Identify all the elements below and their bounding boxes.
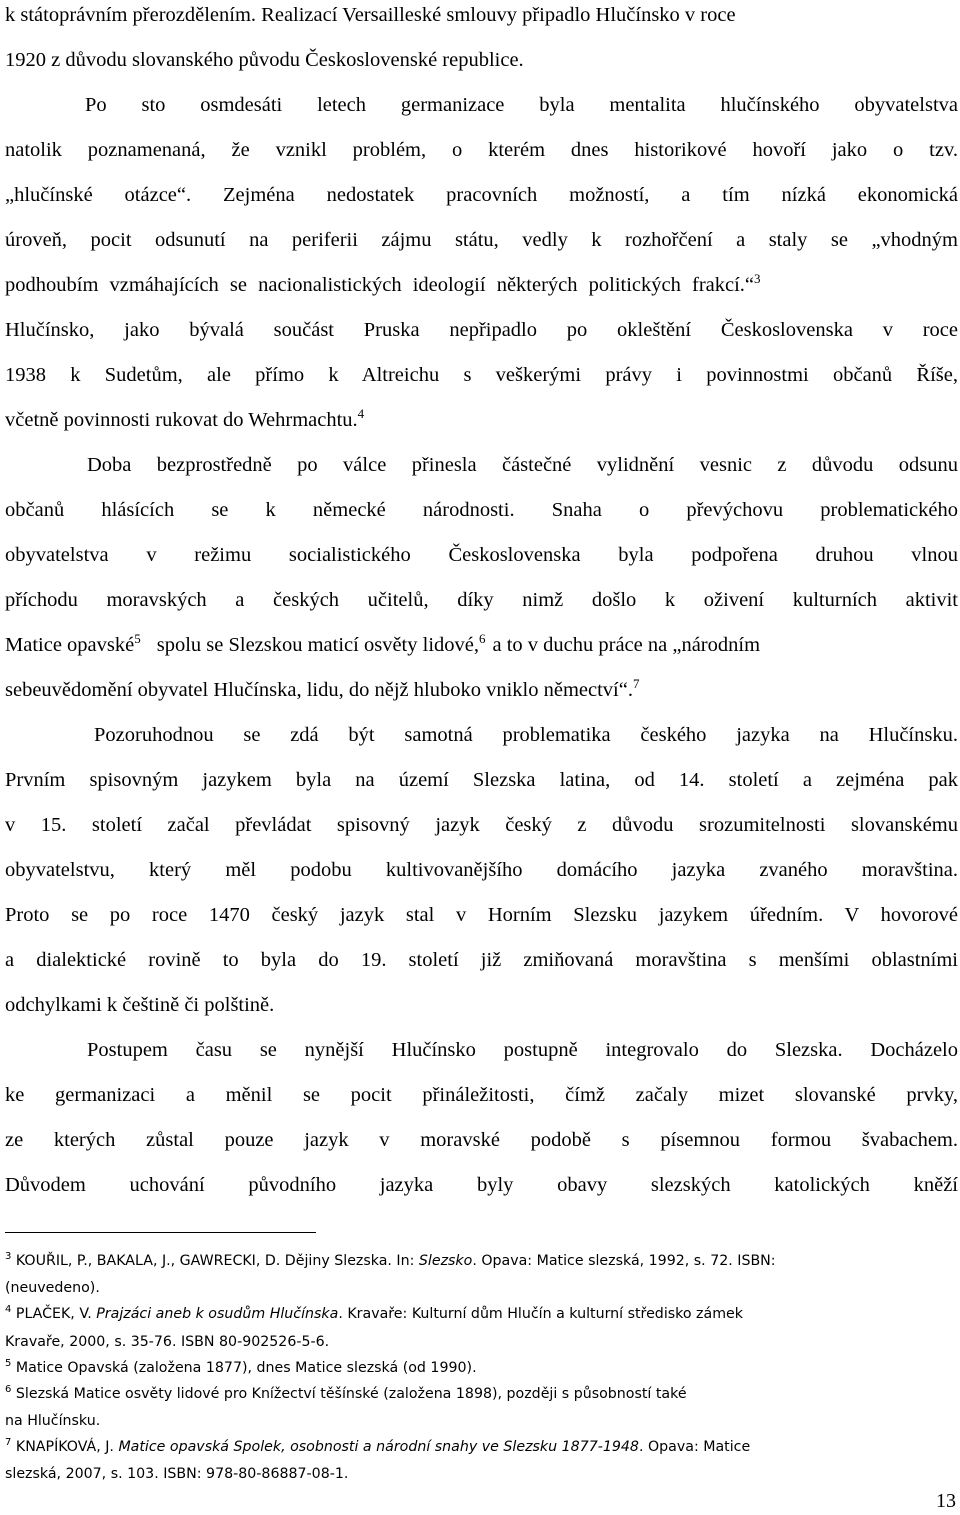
body-line-6: úroveň, pocit odsunutí na periferii zájmu státu, vedly k rozhořčení a staly se „vhodným (5, 229, 958, 251)
footnote-5-number: 5 (5, 1358, 12, 1369)
footnote-7-continued: slezská, 2007, s. 103. ISBN: 978-80-86887-08-1. (5, 1466, 349, 1482)
footnote-4-text-a: PLAČEK, V. (15, 1306, 97, 1322)
footnote-6-text: Slezská Matice osvěty lidové pro Knížectví těšínské (založena 1898), později s působností také (15, 1386, 687, 1402)
body-line-27: Důvodem uchování původního jazyka byly obavy slezských katolických kněží (5, 1174, 958, 1196)
footnote-ref-7: 7 (632, 676, 640, 691)
body-line-20: obyvatelstvu, který měl podobu kultivovanějšího domácího jazyka zvaného moravština. (5, 859, 958, 881)
footnote-3-text-a: KOUŘIL, P., BAKALA, J., GAWRECKI, D. Dějiny Slezska. In: (15, 1253, 419, 1269)
body-line-17: Pozoruhodnou se zdá být samotná problematika českého jazyka na Hlučínsku. (94, 724, 958, 746)
footnote-3-continued: (neuvedeno). (5, 1280, 100, 1296)
body-line-9: 1938 k Sudetům, ale přímo k Altreichu s veškerými právy i povinnostmi občanů Říše, (5, 364, 958, 386)
body-line-15-part-a: Matice opavské (5, 634, 135, 656)
footnote-6 (5, 1385, 958, 1404)
footnote-3-number: 3 (5, 1251, 12, 1262)
body-line-24: Postupem času se nynější Hlučínsko postupně integrovalo do Slezska. Docházelo (87, 1039, 958, 1061)
footnote-6-number: 6 (5, 1384, 12, 1395)
body-line-23: odchylkami k češtině či polštině. (5, 994, 275, 1016)
footnote-ref-3: 3 (754, 271, 761, 286)
footnote-4-number: 4 (5, 1304, 12, 1315)
footnote-ref-6: 6 (478, 631, 486, 646)
footnote-4 (5, 1305, 958, 1324)
footnote-7-italic: Matice opavská Spolek, osobnosti a národní snahy ve Slezsku 1877-1948 (118, 1439, 639, 1455)
footnote-7-text-a: KNAPÍKOVÁ, J. (15, 1439, 119, 1455)
body-line-13: obyvatelstva v režimu socialistického Československa byla podpořena druhou vlnou (5, 544, 958, 566)
footnote-3-text-b: . Opava: Matice slezská, 1992, s. 72. ISBN: (472, 1253, 776, 1269)
body-line-4: natolik poznamenaná, že vznikl problém, o kterém dnes historikové hovoří jako o tzv. (5, 139, 958, 161)
body-line-11: Doba bezprostředně po válce přinesla částečné vylidnění vesnic z důvodu odsunu (87, 454, 958, 476)
footnote-4-text-b: . Kravaře: Kulturní dům Hlučín a kulturní středisko zámek (338, 1306, 743, 1322)
footnote-4-italic: Prajzáci aneb k osudům Hlučínska (96, 1306, 339, 1322)
page-number: 13 (936, 1490, 956, 1512)
footnote-7-text-b: . Opava: Matice (638, 1439, 751, 1455)
footnote-7-number: 7 (5, 1437, 12, 1448)
footnote-7 (5, 1438, 958, 1457)
body-line-8: Hlučínsko, jako bývalá součást Pruska nepřipadlo po okleštění Československa v roce (5, 319, 958, 341)
body-line-5: „hlučínské otázce“. Zejména nedostatek pracovních možností, a tím nízká ekonomická (5, 184, 958, 206)
body-line-10 (5, 407, 958, 433)
body-line-10-text: včetně povinnosti rukovat do Wehrmachtu. (5, 409, 358, 431)
body-line-3: Po sto osmdesáti letech germanizace byla mentalita hlučínského obyvatelstva (85, 94, 958, 116)
footnote-ref-5: 5 (134, 631, 141, 646)
body-line-22: a dialektické rovině to byla do 19. století již zmiňovaná moravština s menšími oblastními (5, 949, 958, 971)
body-line-15-part-b: spolu se Slezskou maticí osvěty lidové, (156, 634, 479, 656)
body-line-2: 1920 z důvodu slovanského původu Československé republice. (5, 49, 524, 71)
body-line-19: v 15. století začal převládat spisovný jazyk český z důvodu srozumitelnosti slovanskému (5, 814, 958, 836)
footnote-ref-4: 4 (357, 406, 365, 421)
body-line-12: občanů hlásících se k německé národnosti. Snaha o převýchovu problematického (5, 499, 958, 521)
body-line-16 (5, 677, 958, 703)
body-line-1: k státoprávním přerozdělením. Realizací Versailleské smlouvy připadlo Hlučínsko v roce (5, 4, 736, 26)
body-line-26: ze kterých zůstal pouze jazyk v moravské podobě s písemnou formou švabachem. (5, 1129, 958, 1151)
footnote-5 (5, 1359, 958, 1378)
footnote-4-continued: Kravaře, 2000, s. 35-76. ISBN 80-902526-5-6. (5, 1334, 330, 1350)
footnote-separator (5, 1232, 316, 1233)
footnote-3 (5, 1252, 958, 1271)
body-line-14: příchodu moravských a českých učitelů, díky nimž došlo k oživení kulturních aktivit (5, 589, 958, 611)
body-line-25: ke germanizaci a měnil se pocit přináležitosti, čímž začaly mizet slovanské prvky, (5, 1084, 958, 1106)
footnote-5-text: Matice Opavská (založena 1877), dnes Matice slezská (od 1990). (15, 1360, 477, 1376)
body-line-21: Proto se po roce 1470 český jazyk stal v Horním Slezsku jazykem úředním. V hovorové (5, 904, 958, 926)
footnote-6-continued: na Hlučínsku. (5, 1413, 101, 1429)
body-line-18: Prvním spisovným jazykem byla na území Slezska latina, od 14. století a zejména pak (5, 769, 958, 791)
body-line-16-text: sebeuvědomění obyvatel Hlučínska, lidu, do nějž hluboko vniklo němectví“. (5, 679, 633, 701)
footnote-3-italic: Slezsko (418, 1253, 473, 1269)
body-line-7-text: podhoubím vzmáhajících se nacionalistických ideologií některých politických frakcí.“ (5, 274, 755, 296)
body-line-15 (5, 632, 958, 658)
body-line-15-part-c: a to v duchu práce na „národním (492, 634, 761, 656)
body-line-7 (5, 272, 958, 298)
